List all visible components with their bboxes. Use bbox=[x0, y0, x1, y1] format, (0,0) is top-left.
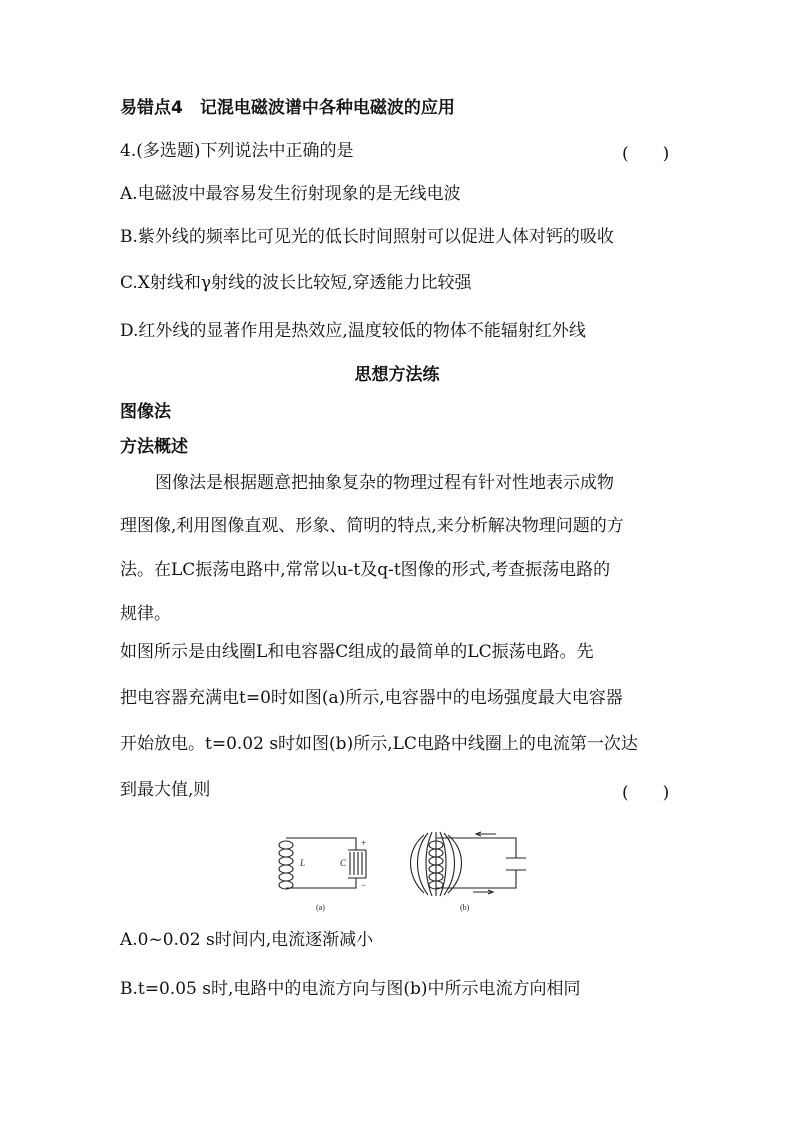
option-c: C.X射线和γ射线的波长比较短,穿透能力比较强 bbox=[120, 273, 472, 293]
figure-b-label: (b) bbox=[460, 903, 470, 912]
option-b: B.紫外线的频率比可见光的低长时间照射可以促进人体对钙的吸收 bbox=[120, 227, 614, 247]
overview-line-2: 理图像,利用图像直观、形象、简明的特点,来分析解决物理问题的方 bbox=[120, 516, 624, 536]
answer-paren: ( ) bbox=[622, 144, 670, 164]
minus-sign: − bbox=[361, 880, 367, 890]
option-a: A.电磁波中最容易发生衍射现象的是无线电波 bbox=[120, 184, 461, 204]
circuit-a bbox=[279, 838, 366, 889]
overview-line-4: 规律。 bbox=[120, 604, 171, 624]
problem-line-2: 把电容器充满电t=0时如图(a)所示,电容器中的电场强度最大电容器 bbox=[120, 688, 623, 708]
lc-circuit-figure bbox=[268, 830, 528, 915]
problem-option-b: B.t=0.05 s时,电路中的电流方向与图(b)中所示电流方向相同 bbox=[120, 979, 581, 999]
method-subtitle: 图像法 bbox=[120, 402, 171, 422]
coil-loop bbox=[279, 841, 293, 849]
section-heading: 易错点4 记混电磁波谱中各种电磁波的应用 bbox=[120, 98, 455, 118]
section-title: 思想方法练 bbox=[354, 365, 440, 385]
question-stem: 4.(多选题)下列说法中正确的是 bbox=[120, 141, 354, 161]
problem-line-4: 到最大值,则 bbox=[120, 780, 211, 800]
problem-line-1: 如图所示是由线圈L和电容器C组成的最简单的LC振荡电路。先 bbox=[120, 642, 594, 662]
problem-line-3: 开始放电。t=0.02 s时如图(b)所示,LC电路中线圈上的电流第一次达 bbox=[120, 734, 638, 754]
capacitor-label: C bbox=[340, 858, 347, 868]
circuit-b bbox=[411, 832, 527, 896]
figure-a-label: (a) bbox=[316, 903, 325, 912]
overview-line-1: 图像法是根据题意把抽象复杂的物理过程有针对性地表示成物 bbox=[155, 473, 614, 493]
overview-label: 方法概述 bbox=[120, 437, 188, 457]
overview-line-3: 法。在LC振荡电路中,常常以u-t及q-t图像的形式,考查振荡电路的 bbox=[120, 560, 611, 580]
plus-sign: + bbox=[361, 838, 367, 848]
inductor-label: L bbox=[300, 858, 306, 868]
problem-answer-paren: ( ) bbox=[622, 783, 670, 803]
problem-option-a: A.0~0.02 s时间内,电流逐渐减小 bbox=[120, 930, 374, 950]
option-d: D.红外线的显著作用是热效应,温度较低的物体不能辐射红外线 bbox=[120, 321, 586, 341]
